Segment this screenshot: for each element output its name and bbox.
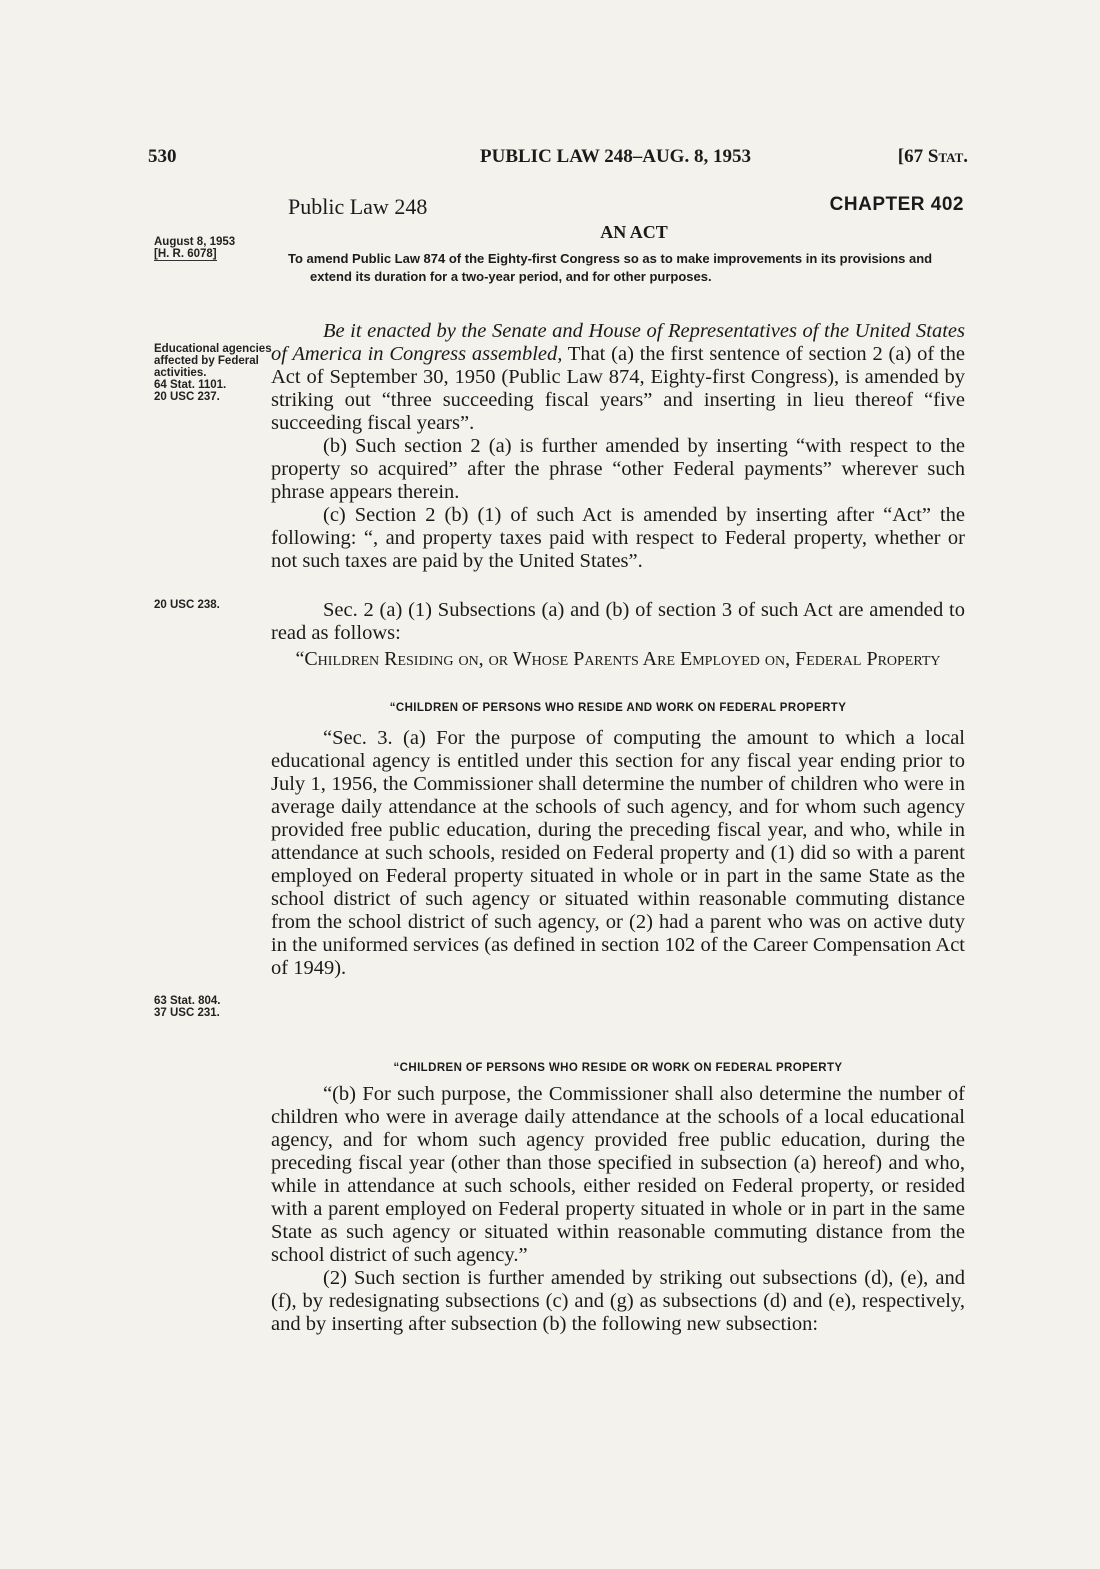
section-3a-text <box>271 727 965 980</box>
margin-citation: 20 USC 237. <box>154 391 220 403</box>
margin-citation: 37 USC 231. <box>154 1007 220 1019</box>
section-3b-paragraph: “(b) For such purpose, the Commissioner shall also determine the number of children who were in average daily attendance at the schools of a local educational agency, and for whom such agency provided free public education, during the preceding fiscal year (other than those specified in subsection (a) hereof) and who, while in attendance at such schools, either resided on Federal property, or resided with a parent employed on Federal property situated in whole or in part in the same State as such agency or situated within reasonable commuting distance from the school district of such agency.” <box>271 1083 965 1266</box>
paragraph-b: (b) Such section 2 (a) is further amended by inserting “with respect to the property so acquired” after the phrase “other Federal payments” wherever such phrase appears therein. <box>271 435 965 503</box>
margin-citation: 63 Stat. 804. <box>154 995 221 1007</box>
section-2-paragraph: Sec. 2 (a) (1) Subsections (a) and (b) of section 3 of such Act are amended to read as follows: <box>271 599 965 644</box>
paragraph-2: (2) Such section is further amended by striking out subsections (d), (e), and (f), by redesignating subsections (c) and (g) as subsections (d) and (e), respectively, and by inserting after subsection (b) the following new subsection: <box>271 1267 965 1335</box>
paragraph-c: (c) Section 2 (b) (1) of such Act is amended by inserting after “Act” the following: “, and property taxes paid with respect to Federal property, whether or not such taxes are paid by the United States”. <box>271 504 965 572</box>
enactment-date: August 8, 1953 <box>154 236 236 248</box>
paragraph-a <box>271 320 965 435</box>
public-law-label: Public Law 248 <box>288 194 428 219</box>
an-act-heading: AN ACT <box>600 222 668 242</box>
subsection-heading: “CHILDREN OF PERSONS WHO RESIDE AND WORK ON FEDERAL PROPERTY <box>389 702 847 714</box>
running-header <box>148 146 968 176</box>
margin-note-238: 20 USC 238. <box>154 599 220 611</box>
bill-number: [H. R. 6078] <box>154 248 217 260</box>
chapter-label: CHAPTER 402 <box>829 194 964 215</box>
act-purpose: To amend Public Law 874 of the Eighty-first Congress so as to make improvements in its provisions and extend its duration for a two-year period, and for other purposes. <box>288 251 933 284</box>
margin-note-title: Educational agencies affected by Federal activities. <box>154 343 272 379</box>
margin-citation: 64 Stat. 1101. <box>154 379 227 391</box>
margin-note-educational <box>154 343 274 403</box>
enacting-clause: Be it enacted by the Senate and House of Representatives of the United States of America in Congress assembled, <box>271 320 965 365</box>
paragraph-a-text: That (a) the first sentence of section 2 (a) of the Act of September 30, 1950 (Public Law 874, Eighty-first Congress), is amended by striking out “three succeeding fiscal years” and inserting in lieu thereof “five succeeding fiscal years”. <box>271 343 965 434</box>
section-3a-paragraph: “Sec. 3. (a) For the purpose of computing the amount to which a local educational agency is entitled under this section for any fiscal year ending prior to July 1, 1956, the Commissioner shall determine the number of children who were in average daily attendance at the schools of such agency, and for whom such agency provided free public education, during the preceding fiscal year, and who, while in attendance at such schools, resided on Federal property and (1) did so with a parent employed on Federal property situated in whole or in part in the same State as the school district of such agency or situated within reasonable commuting distance from the school district of such agency, or (2) had a parent who was on active duty in the uniformed services (as defined in section 102 of the Career Compensation Act of 1949). <box>271 727 965 979</box>
section-heading: “Children Residing on, or Whose Parents Are Employed on, Federal Property <box>295 648 941 670</box>
page-number: 530 <box>148 146 177 167</box>
margin-date-note <box>154 236 274 261</box>
section-1-text <box>271 320 965 573</box>
subsection-heading: “CHILDREN OF PERSONS WHO RESIDE OR WORK ON FEDERAL PROPERTY <box>393 1062 843 1074</box>
section-3b-text <box>271 1083 965 1336</box>
section-2-intro <box>271 599 965 645</box>
stat-reference: [67 Stat. <box>897 146 968 167</box>
header-title: PUBLIC LAW 248–AUG. 8, 1953 <box>480 146 751 167</box>
margin-note-compensation <box>154 995 274 1019</box>
law-title-line <box>288 194 964 222</box>
